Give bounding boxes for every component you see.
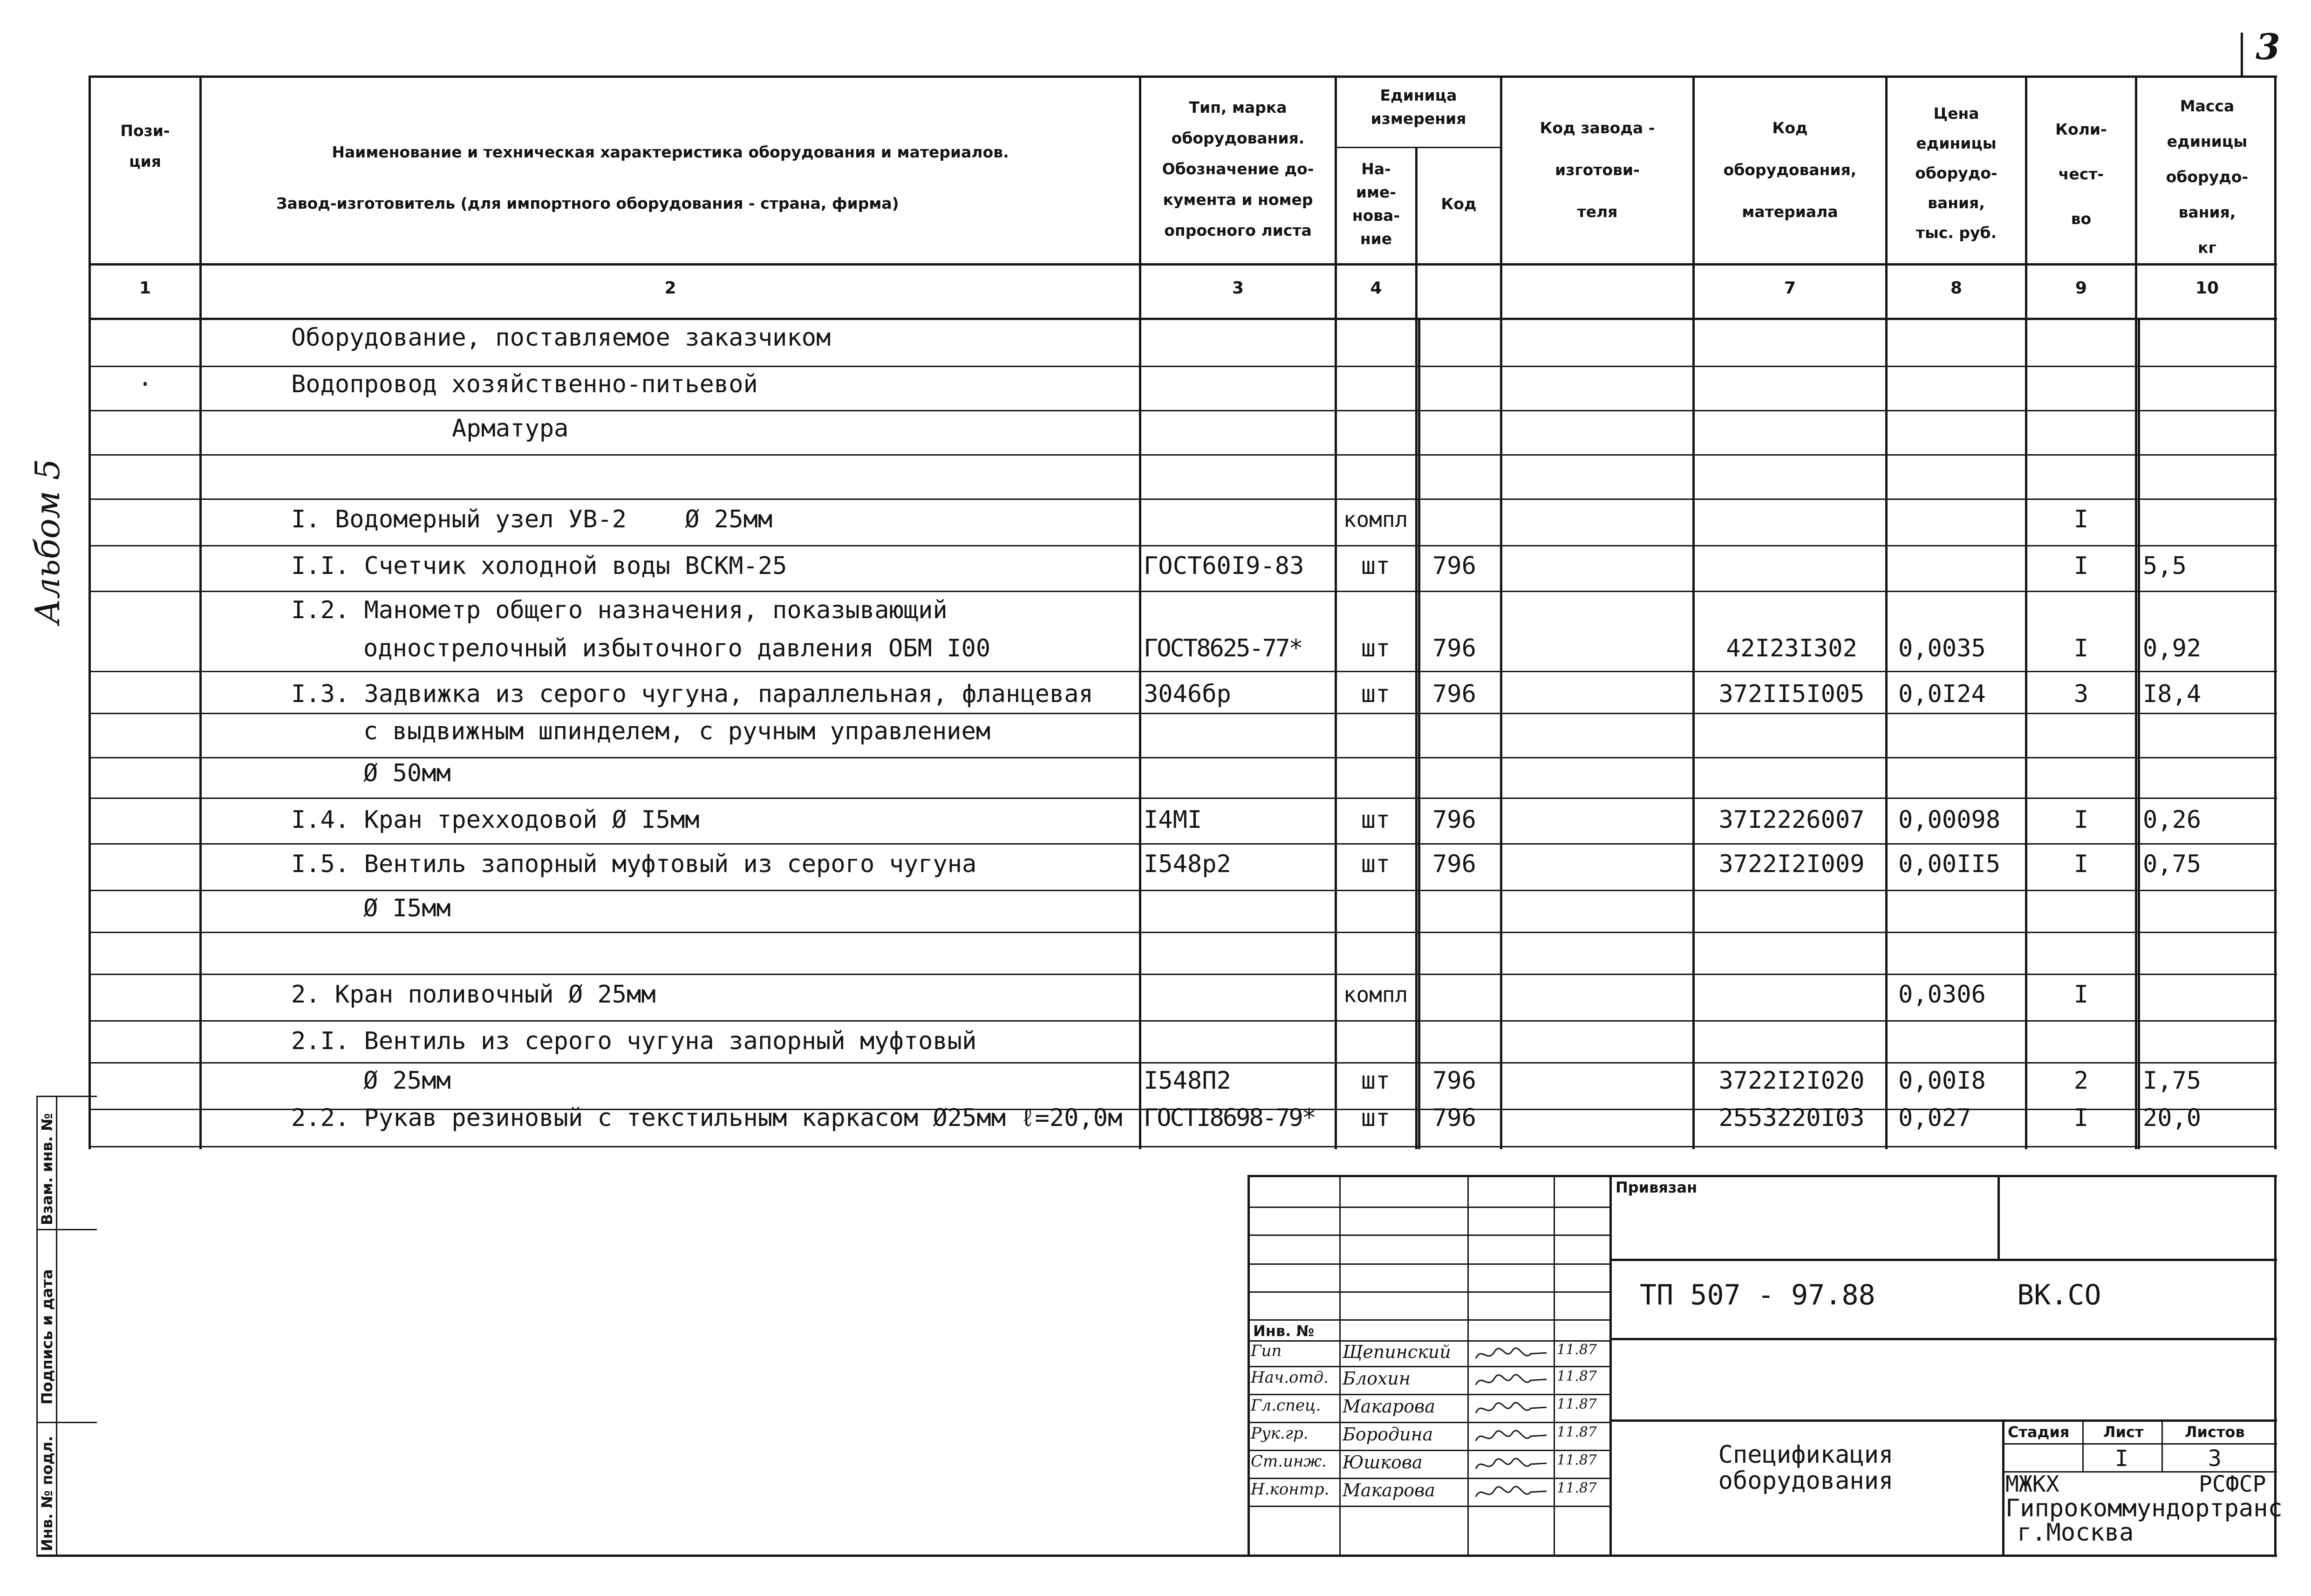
row-separator — [89, 366, 2277, 367]
header-factory-line2: изготови- — [1555, 161, 1640, 179]
header-mass-line2: единицы — [2167, 132, 2248, 150]
tb-title-mid — [1609, 1419, 2277, 1422]
col-line-4 — [1415, 147, 1418, 1149]
tb-org-line1b: РСФСР — [2199, 1471, 2266, 1497]
handwritten-signature — [1472, 1425, 1551, 1449]
row-name: 2.2. Рукав резиновый с текстильным каркасом Ø25мм ℓ=20,0м — [291, 1104, 1123, 1132]
header-unit-name — [1337, 157, 1415, 251]
album-label: Альбом 5 — [28, 458, 67, 624]
header-name-line2: Завод-изготовитель (для импортного оборудования - страна, фирма) — [276, 194, 899, 212]
handwritten-signature — [1472, 1343, 1551, 1367]
row-separator — [89, 410, 2277, 411]
row-name: I.4. Кран трехходовой Ø I5мм — [291, 806, 700, 834]
row-code: 796 — [1432, 1104, 1476, 1132]
col-line-9 — [2135, 75, 2137, 1149]
row-code: 796 — [1432, 1067, 1476, 1095]
row-mass: 0,26 — [2143, 806, 2202, 834]
row-code: 796 — [1432, 552, 1476, 580]
header-unit-name-line1: На- — [1361, 160, 1391, 178]
row-price: 0,0306 — [1898, 981, 1986, 1009]
row-separator — [89, 798, 2277, 799]
row-unit: компл — [1343, 982, 1408, 1007]
header-eqcode-line3: материала — [1742, 203, 1838, 221]
row-unit: шт — [1361, 634, 1391, 662]
sig-date: 11.87 — [1557, 1452, 1597, 1468]
handwritten-signature — [1472, 1397, 1551, 1421]
margin-line-top — [36, 1096, 97, 1097]
row-mass: I,75 — [2143, 1067, 2202, 1095]
row-separator — [89, 974, 2277, 975]
tb-stage-v1 — [2082, 1419, 2084, 1471]
header-type — [1141, 92, 1335, 246]
col-line-10 — [2274, 75, 2277, 1149]
header-type-line5: опросного листа — [1164, 221, 1312, 239]
header-type-line4: кумента и номер — [1163, 191, 1313, 209]
header-price-line1: Цена — [1933, 104, 1979, 123]
colnum-3: 3 — [1232, 279, 1244, 298]
table-top-border — [89, 75, 2277, 78]
tb-sig-h11 — [1248, 1478, 1611, 1479]
sig-date: 11.87 — [1557, 1342, 1597, 1358]
row-separator — [89, 1146, 2277, 1147]
sig-role: Рук.гр. — [1251, 1424, 1309, 1443]
tb-sheet-label: Лист — [2103, 1423, 2144, 1441]
header-mass-line4: вания, — [2178, 203, 2236, 221]
header-price-line4: вания, — [1928, 194, 1985, 212]
row-qty: I — [2073, 634, 2089, 662]
header-unit-line1: Единица — [1380, 86, 1457, 104]
row-name: с выдвижным шпинделем, с ручным управлением — [363, 717, 991, 745]
bold-band-top — [1418, 318, 2140, 320]
colnum-10: 10 — [2195, 279, 2219, 298]
tb-sig-h4 — [1248, 1291, 1611, 1293]
header-price-line5: тыс. руб. — [1916, 224, 1997, 242]
row-name: I.5. Вентиль запорный муфтовый из серого чугуна — [291, 850, 977, 878]
header-mass-line5: кг — [2198, 239, 2216, 257]
row-separator — [89, 591, 2277, 592]
tb-sig-h3 — [1248, 1263, 1611, 1265]
row-name: Ø 25мм — [363, 1067, 451, 1095]
row-unit: компл — [1343, 507, 1408, 532]
tb-privyazan: Привязан — [1616, 1179, 1697, 1196]
row-price: 0,027 — [1898, 1104, 1971, 1132]
colnum-4: 4 — [1370, 279, 1382, 298]
header-mass — [2140, 89, 2274, 266]
header-position-line2: ция — [129, 152, 161, 171]
row-code: 796 — [1432, 806, 1476, 834]
tb-title-right — [2002, 1419, 2004, 1557]
row-qty: I — [2073, 552, 2089, 580]
tb-sheets: 3 — [2208, 1446, 2222, 1472]
sig-name: Блохин — [1343, 1368, 1411, 1389]
row-separator — [89, 757, 2277, 758]
col-line-5 — [1500, 75, 1502, 1149]
sig-role: Нач.отд. — [1251, 1368, 1329, 1387]
tb-top — [1248, 1175, 2277, 1177]
page-number: 3 — [2256, 26, 2280, 68]
header-quantity — [2027, 107, 2135, 241]
row-price: 0,0I24 — [1898, 680, 1986, 708]
row-separator — [89, 454, 2277, 456]
row-price: 0,00098 — [1898, 806, 2001, 834]
row-qty: I — [2073, 850, 2089, 878]
margin-podpis: Подпись и дата — [38, 1269, 56, 1405]
row-separator — [89, 671, 2277, 672]
row-name: 2. Кран поливочный Ø 25мм — [291, 981, 656, 1009]
row-name: Водопровод хозяйственно-питьевой — [291, 370, 758, 398]
colnum-1: 1 — [139, 279, 151, 298]
row-unit: шт — [1361, 1067, 1391, 1095]
sig-name: Бородина — [1343, 1424, 1433, 1445]
header-unit-name-line3: нова- — [1352, 206, 1400, 225]
colnum-9: 9 — [2075, 279, 2087, 298]
row-name: I.2. Манометр общего назначения, показывающий — [291, 596, 948, 624]
header-unit-line2: измерения — [1370, 109, 1466, 128]
row-qty: 3 — [2073, 680, 2089, 708]
row-qty: I — [2073, 981, 2089, 1009]
margin-line-v2 — [56, 1096, 57, 1557]
tb-org-line3: г.Москва — [2017, 1519, 2134, 1547]
row-type: I4MI — [1144, 806, 1202, 834]
header-bottom-line — [89, 263, 2277, 266]
tb-stage-label: Стадия — [2008, 1423, 2070, 1441]
sig-name: Макарова — [1343, 1480, 1435, 1501]
row-code: 796 — [1432, 634, 1476, 662]
row-qty: I — [2073, 1104, 2089, 1132]
sig-date: 11.87 — [1557, 1368, 1597, 1385]
tb-inv-no: Инв. № — [1253, 1322, 1314, 1340]
row-unit: шт — [1361, 552, 1391, 580]
row-separator — [89, 932, 2277, 933]
row-price: 0,00II5 — [1898, 850, 2001, 878]
row-qty: 2 — [2073, 1067, 2089, 1095]
tb-sig-h10 — [1248, 1450, 1611, 1451]
header-price-line2: единицы — [1916, 134, 1997, 152]
header-name-line1: Наименование и техническая характеристика оборудования и материалов. — [332, 143, 1009, 161]
header-qty-line3: во — [2071, 210, 2092, 228]
row-type: ГОСТI8698-79* — [1144, 1104, 1315, 1132]
header-unit-name-line2: име- — [1356, 183, 1397, 201]
tb-stage-h1 — [2002, 1443, 2277, 1445]
header-mass-line3: оборудо- — [2166, 168, 2249, 186]
row-pos: · — [137, 370, 153, 398]
header-eqcode-line2: оборудования, — [1723, 161, 1857, 179]
sig-name: Щепинский — [1343, 1342, 1451, 1362]
row-type: I548р2 — [1144, 850, 1231, 878]
tb-title-line1: Спецификация — [1718, 1441, 1894, 1469]
header-type-line3: Обозначение до- — [1162, 160, 1314, 178]
sig-name: Макарова — [1343, 1396, 1435, 1417]
tb-sig-h8 — [1248, 1394, 1611, 1395]
row-type: ГОСТ60I9-83 — [1144, 552, 1304, 580]
row-name: Ø I5мм — [363, 894, 451, 922]
margin-line-v1 — [36, 1096, 38, 1557]
colnum-2: 2 — [664, 279, 676, 298]
row-code: 796 — [1432, 850, 1476, 878]
row-code: 796 — [1432, 680, 1476, 708]
handwritten-signature — [1472, 1369, 1551, 1393]
tb-doc-code: ТП 507 - 97.88 — [1640, 1279, 1875, 1311]
tb-title — [1609, 1442, 2002, 1494]
header-factory-code — [1502, 107, 1692, 233]
tb-privyazan-v — [1997, 1175, 2000, 1261]
tb-sheets-label: Листов — [2185, 1423, 2245, 1441]
row-type: ГОСТ8625-77* — [1144, 634, 1302, 662]
row-separator — [89, 1020, 2277, 1022]
header-type-line2: оборудования. — [1171, 129, 1305, 147]
tb-sheet: I — [2115, 1446, 2128, 1472]
row-unit: шт — [1361, 680, 1391, 708]
tb-org-line1: МЖКХ — [2005, 1471, 2059, 1497]
header-factory-line1: Код завода - — [1540, 119, 1655, 137]
tb-doc-top — [1609, 1259, 2277, 1261]
row-name: I. Водомерный узел УВ-2 Ø 25мм — [291, 505, 773, 533]
row-eqcode: 372II5I005 — [1718, 680, 1865, 708]
header-factory-line3: теля — [1577, 203, 1618, 221]
row-eqcode: 3722I2I020 — [1718, 1067, 1865, 1095]
row-mass: I8,4 — [2143, 680, 2202, 708]
sig-role: Гип — [1251, 1342, 1282, 1360]
colnum-8: 8 — [1950, 279, 1963, 298]
frame-bottom — [36, 1555, 2277, 1557]
row-name: однострелочный избыточного давления ОБМ I00 — [363, 634, 991, 662]
header-position-line1: Пози- — [120, 122, 170, 140]
row-mass: 0,92 — [2143, 634, 2202, 662]
row-unit: шт — [1361, 806, 1391, 834]
row-eqcode: 37I2226007 — [1718, 806, 1865, 834]
row-unit: шт — [1361, 1104, 1391, 1132]
tb-doc-bottom — [1609, 1338, 2277, 1340]
row-unit: шт — [1361, 850, 1391, 878]
header-unit-code: Код — [1441, 195, 1477, 213]
tb-sig-h12 — [1248, 1506, 1611, 1507]
row-qty: I — [2073, 505, 2089, 533]
sig-role: Н.контр. — [1251, 1480, 1329, 1499]
margin-inv-podl: Инв. № подл. — [38, 1436, 56, 1551]
tb-sig-h7 — [1248, 1366, 1611, 1367]
tb-sig-h9 — [1248, 1422, 1611, 1423]
row-separator — [89, 890, 2277, 891]
row-name: Оборудование, поставляемое заказчиком — [291, 324, 831, 352]
col-line-1 — [199, 75, 202, 1149]
row-name: 2.I. Вентиль из серого чугуна запорный муфтовый — [291, 1027, 977, 1055]
row-eqcode: 2553220I03 — [1718, 1104, 1865, 1132]
col-line-6 — [1692, 75, 1695, 1149]
header-type-line1: Тип, марка — [1189, 98, 1287, 116]
header-qty-line1: Коли- — [2055, 120, 2107, 138]
row-qty: I — [2073, 806, 2089, 834]
row-type: I548П2 — [1144, 1067, 1231, 1095]
header-price-line3: оборудо- — [1915, 164, 1997, 182]
margin-line-1 — [36, 1229, 97, 1230]
tb-stage-v2 — [2161, 1419, 2163, 1471]
row-separator — [89, 498, 2277, 500]
header-mass-line1: Масса — [2180, 97, 2235, 115]
tb-sig-h5 — [1248, 1319, 1611, 1321]
page-number-divider — [2241, 33, 2243, 77]
row-mass: 20,0 — [2143, 1104, 2202, 1132]
row-separator — [89, 545, 2277, 546]
margin-vzam: Взам. инв. № — [38, 1113, 56, 1225]
header-eqcode-line1: Код — [1772, 119, 1808, 137]
sig-date: 11.87 — [1557, 1424, 1597, 1440]
margin-line-2 — [36, 1422, 97, 1423]
tb-mark: ВК.СО — [2017, 1279, 2101, 1311]
sig-name: Юшкова — [1343, 1452, 1423, 1473]
row-eqcode: 42I23I302 — [1726, 634, 1857, 662]
row-name: Ø 50мм — [363, 759, 451, 787]
row-name: I.3. Задвижка из серого чугуна, параллельная, фланцевая — [291, 680, 1093, 708]
header-name — [202, 127, 1139, 229]
header-unit-group — [1337, 84, 1500, 130]
header-unit-name-line4: ние — [1360, 230, 1392, 248]
row-name: I.I. Счетчик холодной воды ВСКМ-25 — [291, 552, 787, 580]
row-separator — [89, 1062, 2277, 1064]
colnum-7: 7 — [1784, 279, 1796, 298]
handwritten-signature — [1472, 1481, 1551, 1505]
col-line-4b — [1418, 318, 1420, 1149]
sig-date: 11.87 — [1557, 1480, 1597, 1496]
tb-org-line2: Гипрокоммундортранс — [2005, 1494, 2283, 1522]
row-eqcode: 3722I2I009 — [1718, 850, 1865, 878]
sig-role: Ст.инж. — [1251, 1452, 1327, 1471]
row-mass: 5,5 — [2143, 552, 2187, 580]
header-price — [1888, 99, 2025, 248]
row-price: 0,0035 — [1898, 634, 1986, 662]
row-type: 3046бр — [1144, 680, 1231, 708]
header-equipment-code — [1695, 107, 1885, 233]
row-separator — [89, 713, 2277, 714]
col-line-9b — [2138, 318, 2140, 1149]
header-position — [91, 116, 199, 177]
row-price: 0,00I8 — [1898, 1067, 1986, 1095]
row-mass: 0,75 — [2143, 850, 2202, 878]
tb-title-line2: оборудования — [1718, 1467, 1894, 1495]
tb-sig-h2 — [1248, 1235, 1611, 1236]
sig-date: 11.87 — [1557, 1396, 1597, 1412]
header-qty-line2: чест- — [2058, 165, 2104, 183]
tb-sig-h1 — [1248, 1207, 1611, 1208]
row-separator — [89, 843, 2277, 845]
col-line-0 — [89, 75, 91, 1149]
sig-role: Гл.спец. — [1251, 1396, 1321, 1415]
row-name: Арматура — [452, 415, 569, 443]
handwritten-signature — [1472, 1453, 1551, 1477]
